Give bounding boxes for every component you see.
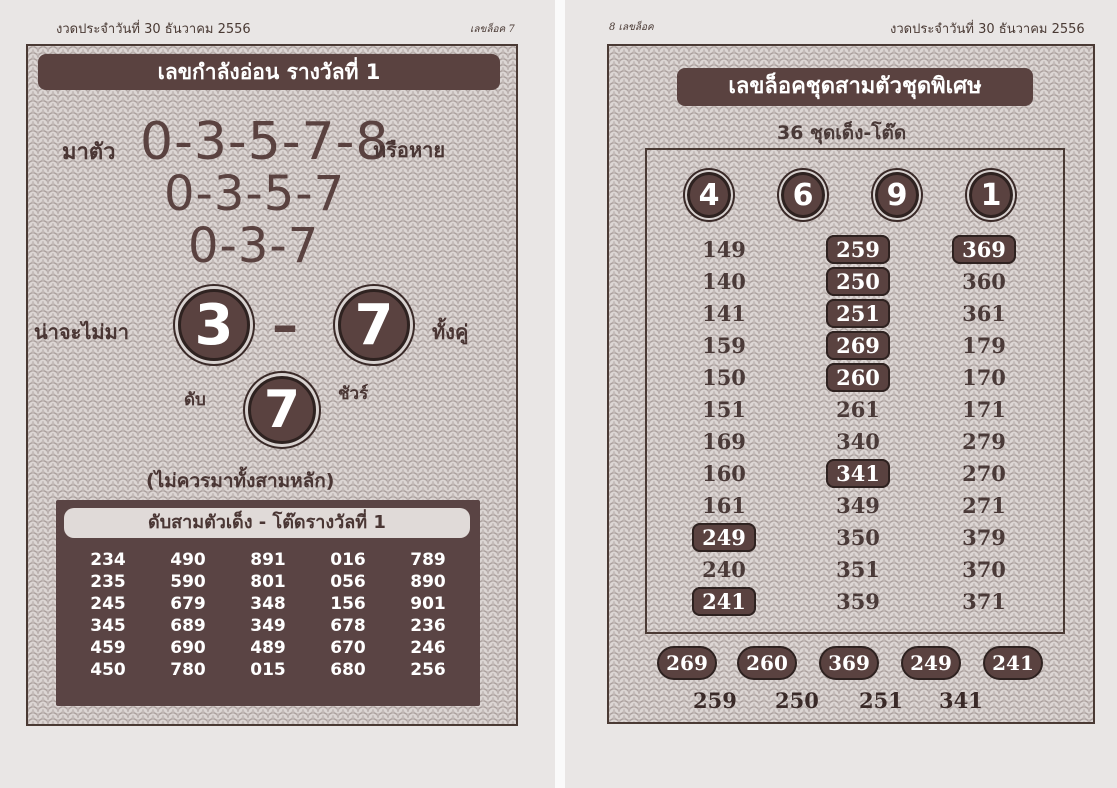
dip-table-cell: 345 (90, 616, 126, 636)
number-text: 179 (962, 333, 1006, 358)
dip-table-cell: 236 (410, 616, 446, 636)
digit-one: 1 (969, 172, 1013, 218)
dip-table-cell: 016 (330, 550, 366, 570)
number-text: 240 (702, 557, 746, 582)
right-header-section: 8 เลขล็อค (609, 22, 654, 33)
number-text: 350 (836, 525, 880, 550)
dip-table (56, 500, 480, 706)
line2-digits: 0-3-5-7 (164, 166, 346, 222)
number-cell (689, 554, 759, 586)
dip-table-title: ดับสามตัวเด็ง - โต๊ดรางวัลที่ 1 (64, 508, 470, 538)
dip-table-cell: 015 (250, 660, 286, 680)
digit-four: 4 (687, 172, 731, 218)
number-text: 241 (692, 587, 756, 616)
number-text: 340 (836, 429, 880, 454)
number-text: 141 (702, 301, 746, 326)
left-page (0, 0, 555, 788)
highlighted-number (823, 330, 893, 362)
left-banner: เลขกำลังอ่อน รางวัลที่ 1 (38, 54, 500, 90)
right-subtitle: 36 ชุดเด็ง-โต๊ด (777, 122, 907, 144)
number-cell (949, 458, 1019, 490)
number-cell (823, 586, 893, 618)
circle-three: 3 (178, 289, 250, 361)
dip-table-cell: 890 (410, 572, 446, 592)
highlighted-number (823, 458, 893, 490)
dip-table-cell: 678 (330, 616, 366, 636)
column-two (823, 234, 893, 618)
number-text: 259 (826, 235, 890, 264)
pill-269: 269 (657, 646, 717, 680)
bottom-number: 341 (939, 688, 983, 713)
number-cell (949, 362, 1019, 394)
dip-table-cell: 901 (410, 594, 446, 614)
dip-table-cell: 891 (250, 550, 286, 570)
highlighted-number (823, 234, 893, 266)
number-cell (689, 234, 759, 266)
digit-nine: 9 (875, 172, 919, 218)
number-text: 260 (826, 363, 890, 392)
number-text: 249 (692, 523, 756, 552)
number-text: 270 (962, 461, 1006, 486)
number-text: 370 (962, 557, 1006, 582)
right-banner: เลขล็อคชุดสามตัวชุดพิเศษ (677, 68, 1033, 106)
number-cell (689, 490, 759, 522)
number-text: 269 (826, 331, 890, 360)
highlighted-number (949, 234, 1019, 266)
bottom-number: 251 (859, 688, 903, 713)
number-text: 369 (952, 235, 1016, 264)
dip-table-cell: 789 (410, 550, 446, 570)
highlighted-number (689, 522, 759, 554)
number-text: 161 (702, 493, 746, 518)
label-dip: ดับ (184, 390, 206, 410)
number-text: 279 (962, 429, 1006, 454)
number-cell (823, 522, 893, 554)
column-one (689, 234, 759, 618)
dip-table-cell: 246 (410, 638, 446, 658)
pill-249: 249 (901, 646, 961, 680)
number-text: 271 (962, 493, 1006, 518)
dip-table-cell: 490 (170, 550, 206, 570)
number-text: 251 (826, 299, 890, 328)
number-cell (823, 426, 893, 458)
number-cell (689, 394, 759, 426)
number-cell (949, 298, 1019, 330)
number-text: 371 (962, 589, 1006, 614)
number-text: 250 (826, 267, 890, 296)
dip-table-cell: 679 (170, 594, 206, 614)
line3-digits: 0-3-7 (188, 218, 320, 274)
dip-table-cell: 590 (170, 572, 206, 592)
number-cell (949, 330, 1019, 362)
bottom-number: 250 (775, 688, 819, 713)
number-cell (689, 426, 759, 458)
circle-seven-b: 7 (248, 376, 316, 444)
number-text: 361 (962, 301, 1006, 326)
highlighted-number (823, 266, 893, 298)
dip-table-cell: 780 (170, 660, 206, 680)
dip-table-cell: 348 (250, 594, 286, 614)
number-cell (689, 266, 759, 298)
label-sure: ชัวร์ (338, 384, 369, 404)
left-panel (26, 44, 518, 726)
number-cell (949, 426, 1019, 458)
number-text: 150 (702, 365, 746, 390)
number-cell (949, 394, 1019, 426)
dip-table-cell: 256 (410, 660, 446, 680)
number-text: 160 (702, 461, 746, 486)
right-header-title: งวดประจำวันที่ 30 ธันวาคม 2556 (890, 22, 1085, 37)
dip-table-cell: 801 (250, 572, 286, 592)
left-header-title: งวดประจำวันที่ 30 ธันวาคม 2556 (56, 22, 251, 37)
number-text: 149 (702, 237, 746, 262)
number-cell (689, 298, 759, 330)
number-cell (823, 394, 893, 426)
dip-table-cell: 670 (330, 638, 366, 658)
locked-sets-box (645, 148, 1065, 634)
circle-seven-a: 7 (338, 289, 410, 361)
number-text: 170 (962, 365, 1006, 390)
dip-table-cell: 156 (330, 594, 366, 614)
dip-table-cell: 234 (90, 550, 126, 570)
line1-suffix: หรือหาย (373, 138, 446, 162)
number-text: 159 (702, 333, 746, 358)
number-cell (949, 554, 1019, 586)
number-cell (689, 458, 759, 490)
pill-241: 241 (983, 646, 1043, 680)
dip-table-cell: 459 (90, 638, 126, 658)
highlighted-number (823, 362, 893, 394)
dip-table-cell: 450 (90, 660, 126, 680)
dip-table-cell: 680 (330, 660, 366, 680)
dip-table-grid (68, 550, 468, 680)
number-text: 140 (702, 269, 746, 294)
dip-table-cell: 690 (170, 638, 206, 658)
dip-table-cell: 235 (90, 572, 126, 592)
highlighted-number (689, 586, 759, 618)
right-page (565, 0, 1117, 788)
dip-table-cell: 245 (90, 594, 126, 614)
dip-table-cell: 349 (250, 616, 286, 636)
number-cell (689, 330, 759, 362)
number-text: 360 (962, 269, 1006, 294)
digit-six: 6 (781, 172, 825, 218)
number-text: 171 (962, 397, 1006, 422)
column-three (949, 234, 1019, 618)
line1-digits: 0-3-5-7-8 (140, 112, 390, 172)
number-cell (949, 586, 1019, 618)
number-text: 351 (836, 557, 880, 582)
number-text: 341 (826, 459, 890, 488)
number-cell (823, 490, 893, 522)
number-text: 349 (836, 493, 880, 518)
highlighted-number (823, 298, 893, 330)
number-text: 261 (836, 397, 880, 422)
row-label-right: ทั้งคู่ (432, 320, 469, 344)
number-cell (823, 554, 893, 586)
number-text: 169 (702, 429, 746, 454)
number-cell (949, 266, 1019, 298)
dash: – (272, 296, 299, 356)
row-label-left: น่าจะไม่มา (34, 320, 130, 344)
note-text: (ไม่ควรมาทั้งสามหลัก) (146, 470, 335, 492)
dip-table-cell: 056 (330, 572, 366, 592)
number-text: 151 (702, 397, 746, 422)
number-cell (949, 522, 1019, 554)
left-header-section: เลขล็อค 7 (470, 24, 515, 35)
right-panel (607, 44, 1095, 724)
dip-table-cell: 489 (250, 638, 286, 658)
line1-prefix: มาตัว (62, 140, 116, 165)
pill-369: 369 (819, 646, 879, 680)
bottom-number: 259 (693, 688, 737, 713)
number-text: 359 (836, 589, 880, 614)
dip-table-cell: 689 (170, 616, 206, 636)
number-cell (949, 490, 1019, 522)
number-text: 379 (962, 525, 1006, 550)
pill-260: 260 (737, 646, 797, 680)
number-cell (689, 362, 759, 394)
